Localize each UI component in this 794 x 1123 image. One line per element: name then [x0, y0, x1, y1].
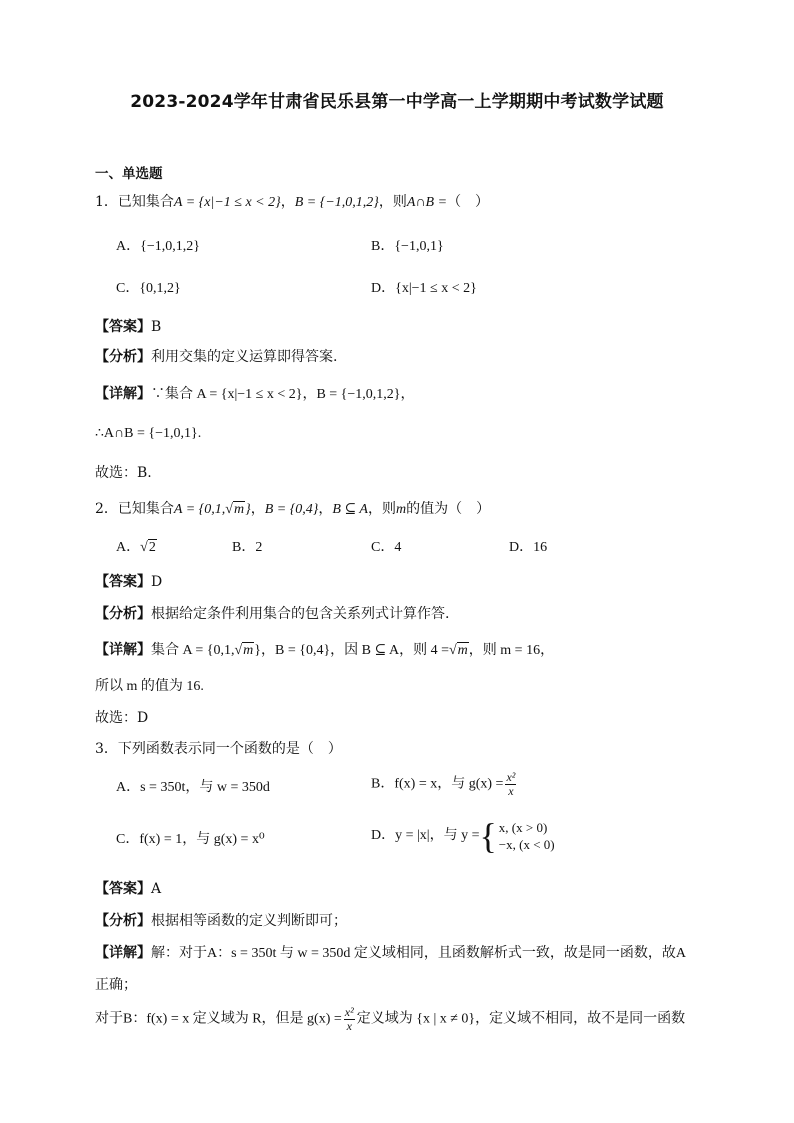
q3-option-b-fraction — [505, 771, 516, 798]
q2-detail — [95, 640, 554, 661]
answer-value: B — [151, 319, 162, 335]
q2-analysis — [95, 604, 449, 624]
q2-sep: ， — [250, 501, 265, 517]
detail-text: ∵集合 A = {x|−1 ≤ x < 2}，B = {−1,0,1,2}， — [151, 387, 415, 402]
detail-tag: 【详解】 — [95, 945, 151, 961]
detail-text-b: }，B = {0,4}，因 B ⊆ A，则 4 = — [254, 643, 449, 658]
document-title: 2023-2024学年甘肃省民乐县第一中学高一上学期期中考试数学试题 — [130, 92, 664, 112]
analysis-tag: 【分析】 — [95, 349, 151, 365]
sqrt-sign: √ — [234, 643, 243, 658]
detail-tag: 【详解】 — [95, 642, 151, 658]
q1-sep: ， — [280, 194, 295, 210]
q2-option-a-root: 2 — [148, 540, 156, 555]
q2-stem — [95, 499, 490, 520]
detail-root-2: m — [457, 643, 468, 658]
q2-ask: 的值为（ ） — [406, 501, 491, 517]
fraction-denominator: x — [508, 784, 514, 798]
q3-option-a: A．s = 350t，与 w = 350d — [116, 780, 270, 795]
q1-option-d: D．{x|−1 ≤ x < 2} — [371, 281, 477, 296]
analysis-text: 根据相等函数的定义判断即可； — [151, 913, 347, 929]
answer-tag: 【答案】 — [95, 574, 151, 590]
answer-tag: 【答案】 — [95, 319, 151, 335]
detail-text-a: 集合 A = {0,1, — [151, 643, 235, 658]
q1-set-a: A = {x|−1 ≤ x < 2} — [173, 195, 281, 210]
q3-stem: 3．下列函数表示同一个函数的是（ ） — [95, 741, 342, 757]
detail-text-pre: 对于B：f(x) = x 定义域为 R，但是 g(x) = — [95, 1011, 342, 1027]
piecewise-function — [480, 818, 555, 854]
q1-paren: （ ） — [447, 194, 490, 210]
answer-value: D — [151, 574, 163, 590]
q1-option-a: A．{−1,0,1,2} — [116, 239, 200, 254]
analysis-tag: 【分析】 — [95, 606, 151, 622]
q2-set-b: B = {0,4} — [264, 502, 319, 517]
brace-symbol: { — [479, 816, 497, 856]
q2-set-a-post: } — [245, 502, 251, 517]
q1-stem — [95, 192, 489, 213]
q1-answer — [95, 317, 161, 337]
detail-root: m — [243, 643, 254, 658]
q3-option-c: C．f(x) = 1，与 g(x) = x⁰ — [116, 832, 265, 847]
q1-option-c: C．{0,1,2} — [116, 281, 181, 296]
q1-detail — [95, 384, 415, 405]
detail-text-c: ，则 m = 16， — [468, 643, 555, 658]
piecewise-row-2: −x, (x < 0) — [498, 837, 555, 852]
q2-subset: B ⊆ A — [332, 502, 368, 517]
sqrt-sign: √ — [140, 540, 148, 555]
q2-stem-text: 2．已知集合 — [95, 501, 174, 517]
detail-text-post: 定义域为 {x | x ≠ 0}，定义域不相同，故不是同一函数 — [356, 1011, 686, 1027]
answer-tag: 【答案】 — [95, 881, 151, 897]
q2-option-a — [116, 538, 157, 558]
detail-tag: 【详解】 — [95, 386, 151, 402]
q3-option-b-text: B．f(x) = x，与 g(x) = — [371, 776, 504, 792]
q1-then: ，则 — [378, 194, 407, 210]
q1-detail-2: ∴A∩B = {−1,0,1}. — [95, 426, 202, 441]
q2-sep2: ， — [318, 501, 333, 517]
fraction-numerator: x² — [506, 770, 516, 784]
q3-option-b — [371, 771, 518, 798]
q3-option-d — [371, 818, 555, 854]
q1-option-b: B．{−1,0,1} — [371, 239, 444, 254]
answer-value: A — [151, 881, 162, 897]
sqrt-sign: √ — [225, 502, 233, 517]
q2-then: ，则 — [368, 501, 396, 517]
q2-choose: 故选：D — [95, 710, 149, 726]
q1-set-b: B = {−1,0,1,2} — [294, 195, 379, 210]
fraction-denominator: x — [346, 1019, 352, 1033]
analysis-tag: 【分析】 — [95, 913, 151, 929]
q2-option-d: D．16 — [509, 540, 548, 555]
q1-analysis — [95, 347, 337, 367]
q2-root: m — [233, 502, 245, 517]
section-heading: 一、单选题 — [95, 166, 163, 182]
q2-answer — [95, 572, 162, 592]
q2-option-b: B．2 — [232, 540, 263, 555]
q3-answer — [95, 879, 161, 899]
q3-detail-2: 正确； — [95, 977, 137, 993]
q2-option-a-label: A． — [116, 540, 141, 555]
q3-option-d-text: D．y = |x|，与 y = — [371, 828, 480, 844]
q2-var: m — [396, 502, 407, 517]
analysis-text: 利用交集的定义运算即得答案. — [151, 349, 338, 365]
q1-expr: A∩B = — [406, 195, 448, 210]
q2-option-c: C．4 — [371, 540, 402, 555]
detail-fraction — [344, 1006, 355, 1033]
piecewise-row-1: x, (x > 0) — [498, 820, 548, 835]
q2-set-a-pre: A = {0,1, — [173, 502, 226, 517]
fraction-numerator: x² — [344, 1006, 354, 1019]
q1-choose: 故选：B. — [95, 465, 152, 481]
q3-detail — [95, 943, 686, 964]
q1-stem-text: 1．已知集合 — [95, 194, 174, 210]
sqrt-sign: √ — [448, 643, 457, 658]
detail-text: 解：对于A：s = 350t 与 w = 350d 定义域相同，且函数解析式一致，故是同一函数，故A — [151, 946, 686, 961]
analysis-text: 根据给定条件利用集合的包含关系列式计算作答. — [151, 606, 450, 622]
q3-analysis — [95, 911, 347, 931]
q2-detail-2: 所以 m 的值为 16. — [95, 679, 204, 694]
q3-detail-3 — [95, 1006, 735, 1033]
